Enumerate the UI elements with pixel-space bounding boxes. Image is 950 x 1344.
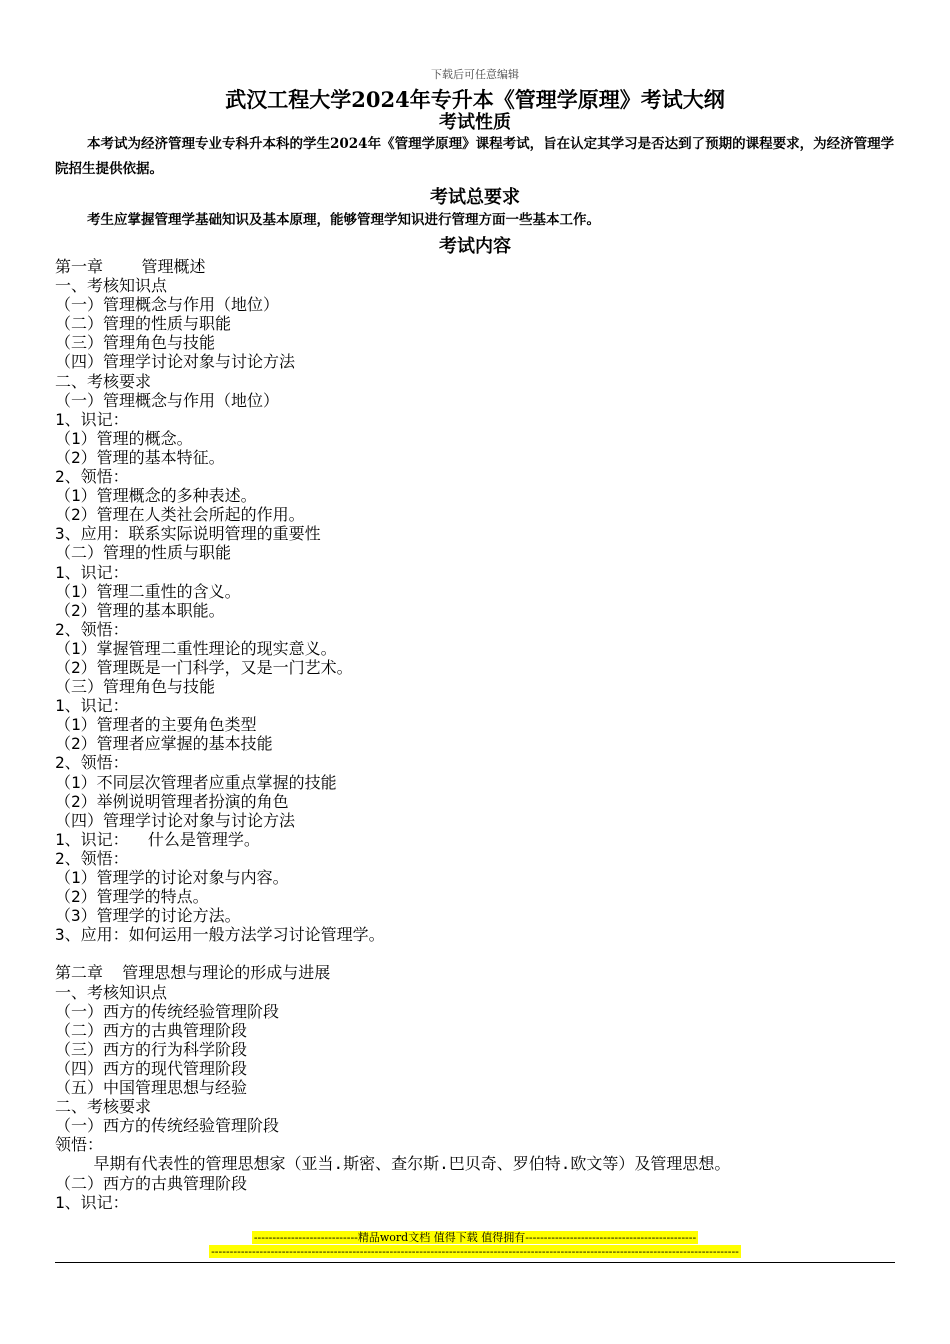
nature-paragraph: 本考试为经济管理专业专科升本科的学生2024年《管理学原理》课程考试，旨在认定其学习是否达到了预期的课程要求，为经济管理学院招生提供依据。 [55, 136, 895, 177]
outline-line: 领悟： [55, 1135, 104, 1155]
outline-line: 2、领悟： [55, 753, 129, 773]
outline-line: （三）管理角色与技能 [55, 677, 216, 697]
outline-line: （二）西方的古典管理阶段 [55, 1173, 248, 1193]
footer-banner-dashes: ---------------------------------------------------------------------------------------------------------------------------------------------- [211, 1245, 739, 1258]
outline-line: （四）管理学讨论对象与讨论方法 [55, 352, 296, 372]
outline-line: （1）管理概念的多种表述。 [55, 486, 257, 506]
outline-line: （2）管理的基本职能。 [55, 600, 225, 620]
outline-line: 2、领悟： [55, 848, 129, 868]
outline-line: 一、考核知识点 [55, 276, 168, 296]
outline-line: （二）西方的古典管理阶段 [55, 1020, 248, 1040]
outline-line: 二、考核要求 [55, 371, 152, 391]
outline-line: （一）管理概念与作用（地位） [55, 390, 280, 410]
outline-line: 第二章 管理思想与理论的形成与进展 [55, 963, 331, 983]
outline-line: （四）西方的现代管理阶段 [55, 1058, 248, 1078]
outline-line: （2）管理学的特点。 [55, 887, 209, 907]
header-note: 下载后可任意编辑 [431, 68, 519, 81]
outline-line: （2）管理在人类社会所起的作用。 [55, 505, 305, 525]
outline-line: （一）管理概念与作用（地位） [55, 295, 280, 315]
outline-line: （1）掌握管理二重性理论的现实意义。 [55, 638, 337, 658]
outline-line [55, 944, 915, 963]
outline-line: 二、考核要求 [55, 1097, 152, 1117]
outline-line: （三）西方的行为科学阶段 [55, 1039, 248, 1059]
section-heading-content: 考试内容 [439, 236, 511, 257]
outline-line: （五）中国管理思想与经验 [55, 1078, 248, 1098]
section-heading-general: 考试总要求 [430, 187, 520, 208]
outline-line: （1）管理二重性的含义。 [55, 581, 241, 601]
outline-line: 1、识记： [55, 409, 129, 429]
outline-line: 第一章 管理概述 [55, 257, 206, 276]
outline-line: 一、考核知识点 [55, 982, 168, 1002]
outline-line: 1、识记： [55, 696, 129, 716]
outline-line: 3、应用：联系实际说明管理的重要性 [55, 524, 321, 544]
outline-line: （一）西方的传统经验管理阶段 [55, 1001, 280, 1021]
document-title: 武汉工程大学2024年专升本《管理学原理》考试大纲 [225, 87, 725, 112]
outline-line: （1）不同层次管理者应重点掌握的技能 [55, 772, 337, 792]
outline-line: （2）管理的基本特征。 [55, 447, 225, 467]
content-outline [55, 257, 915, 1212]
outline-line: （2）管理者应掌握的基本技能 [55, 734, 273, 754]
outline-line: 1、识记： [55, 1192, 129, 1212]
outline-line: （2）管理既是一门科学，又是一门艺术。 [55, 657, 353, 677]
outline-line: （3）管理学的讨论方法。 [55, 906, 241, 926]
outline-line: （1）管理的概念。 [55, 428, 193, 448]
section-heading-nature: 考试性质 [439, 112, 511, 133]
outline-line: （1）管理学的讨论对象与内容。 [55, 868, 289, 887]
outline-line: 2、领悟： [55, 619, 129, 639]
outline-line: （四）管理学讨论对象与讨论方法 [55, 810, 296, 830]
outline-line: 2、领悟： [55, 467, 129, 487]
outline-line: （三）管理角色与技能 [55, 333, 216, 353]
outline-line: （一）西方的传统经验管理阶段 [55, 1116, 280, 1136]
outline-line: 3、应用：如何运用一般方法学习讨论管理学。 [55, 925, 385, 945]
bottom-divider [55, 1262, 895, 1263]
footer-banner-line-1 [0, 1229, 950, 1245]
outline-line: 1、识记： 什么是管理学。 [55, 829, 260, 849]
outline-line: （二）管理的性质与职能 [55, 543, 232, 563]
footer-banner-text: ----------------------------精品word文档 值得下载 值得拥有---------------------------------------------- [253, 1231, 697, 1244]
outline-line: 早期有代表性的管理思想家（亚当.斯密、查尔斯.巴贝奇、罗伯特.欧文等）及管理思想。 [55, 1154, 731, 1174]
outline-line: （二）管理的性质与职能 [55, 314, 232, 334]
general-paragraph: 考生应掌握管理学基础知识及基本原理，能够管理学知识进行管理方面一些基本工作。 [87, 212, 600, 228]
outline-line: （2）举例说明管理者扮演的角色 [55, 791, 289, 811]
outline-line: （1）管理者的主要角色类型 [55, 715, 257, 735]
footer-banner-line-2 [0, 1245, 950, 1258]
outline-line: 1、识记： [55, 562, 129, 582]
